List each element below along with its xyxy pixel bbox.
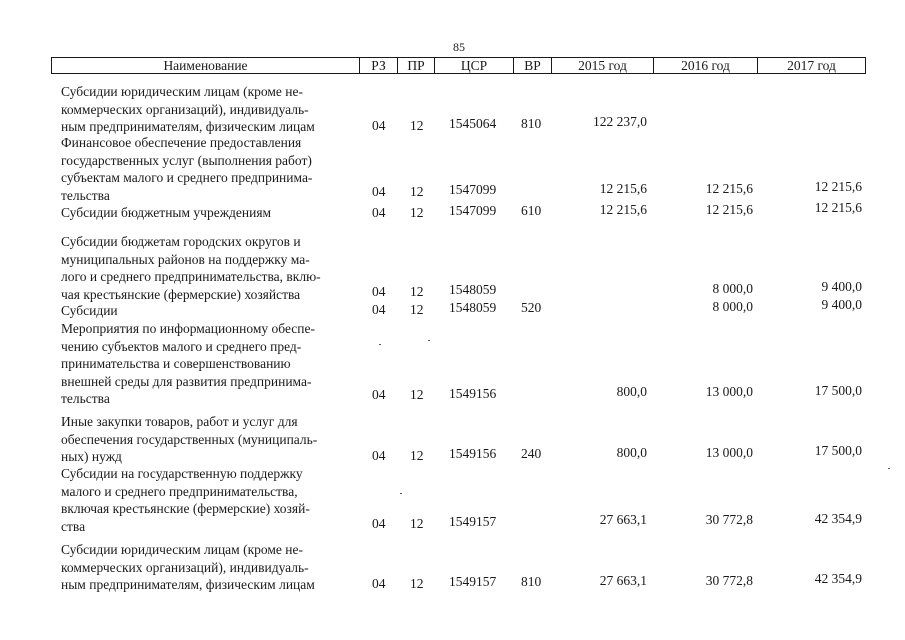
name-line: чая крестьянские (фермерские) хозяйства <box>61 286 301 302</box>
name-line: субъектам малого и среднего предпринима- <box>61 170 313 185</box>
header-rz: РЗ <box>371 58 386 73</box>
cell-2016: 13 000,0 <box>705 445 753 460</box>
cell-2017: 12 215,6 <box>814 179 862 194</box>
cell-vr: 610 <box>521 203 542 218</box>
cell-2015: 800,0 <box>616 445 647 460</box>
cell-rz: 04 <box>372 184 386 199</box>
name-line: малого и среднего предпринимательства, <box>61 483 298 499</box>
header-vr: ВР <box>524 58 541 73</box>
cell-vr: 810 <box>521 116 542 131</box>
cell-csr: 1545064 <box>449 116 497 131</box>
name-line: ства <box>61 518 86 534</box>
row-name <box>61 134 351 204</box>
cell-2016: 13 000,0 <box>705 384 753 399</box>
name-line: Мероприятия по информационному обеспе- <box>61 321 316 336</box>
cell-2017: 9 400,0 <box>821 297 862 312</box>
name-line: Субсидии юридическим лицам (кроме не- <box>61 84 303 99</box>
name-line: внешней среды для развития предпринима- <box>61 373 312 389</box>
cell-2016: 30 772,8 <box>705 573 753 588</box>
name-line: коммерческих организаций), индивидуаль- <box>61 101 309 117</box>
cell-csr: 1548059 <box>449 300 497 315</box>
name-line: включая крестьянские (фермерские) хозяй- <box>61 501 310 516</box>
cell-2017: 42 354,9 <box>814 511 862 526</box>
cell-2015: 800,0 <box>616 384 647 399</box>
cell-2017: 42 354,9 <box>814 571 862 586</box>
cell-rz: 04 <box>372 516 386 531</box>
name-line: обеспечения государственных (муниципаль- <box>61 431 318 447</box>
cell-pr: 12 <box>410 302 424 317</box>
cell-pr: 12 <box>410 387 424 402</box>
cell-rz: 04 <box>372 284 386 299</box>
name-line: Субсидии <box>61 303 118 318</box>
name-line: государственных услуг (выполнения работ) <box>61 152 312 168</box>
cell-pr: 12 <box>410 205 424 220</box>
name-line: чению субъектов малого и среднего пред- <box>61 338 302 354</box>
header-csr: ЦСР <box>460 58 488 73</box>
cell-vr: 520 <box>521 300 542 315</box>
name-line: ных) нужд <box>61 449 122 464</box>
name-line: коммерческих организаций), индивидуаль- <box>61 559 309 575</box>
cell-pr: 12 <box>410 284 424 299</box>
cell-csr: 1549156 <box>449 446 497 461</box>
cell-2015: 12 215,6 <box>599 181 647 196</box>
cell-csr: 1549157 <box>449 514 497 529</box>
row-name <box>61 465 351 535</box>
name-line: принимательства и совершенствованию <box>61 356 291 371</box>
cell-2016: 12 215,6 <box>705 202 753 217</box>
cell-csr: 1549157 <box>449 574 497 589</box>
cell-pr: 12 <box>410 184 424 199</box>
cell-rz: 04 <box>372 118 386 133</box>
header-name: Наименование <box>163 58 248 73</box>
name-line: тельства <box>61 187 110 203</box>
row-name <box>61 204 351 222</box>
name-line: Финансовое обеспечение предоставления <box>61 135 302 150</box>
row-name <box>61 413 351 466</box>
cell-csr: 1549156 <box>449 386 497 401</box>
cell-vr: 240 <box>521 446 542 461</box>
cell-2016: 8 000,0 <box>712 299 753 314</box>
cell-2016: 30 772,8 <box>705 512 753 527</box>
cell-2015: 27 663,1 <box>599 512 647 527</box>
header-2015: 2015 год <box>578 58 627 73</box>
col-divider <box>865 57 866 74</box>
scan-speck <box>428 340 430 341</box>
name-line: Субсидии бюджетам городских округов и <box>61 234 301 249</box>
name-line: ным предпринимателям, физическим лицам <box>61 119 315 134</box>
cell-2016: 8 000,0 <box>712 281 753 296</box>
cell-rz: 04 <box>372 302 386 317</box>
cell-2017: 17 500,0 <box>814 443 862 458</box>
row-name <box>61 83 351 136</box>
row-name <box>61 320 351 408</box>
row-name <box>61 233 351 303</box>
name-line: Субсидии бюджетным учреждениям <box>61 205 272 220</box>
cell-2015: 122 237,0 <box>593 114 647 129</box>
scan-speck <box>888 468 890 469</box>
cell-pr: 12 <box>410 448 424 463</box>
cell-pr: 12 <box>410 516 424 531</box>
name-line: лого и среднего предпринимательства, вклю- <box>61 269 321 284</box>
name-line: ным предпринимателям, физическим лицам <box>61 577 315 592</box>
cell-2017: 12 215,6 <box>814 200 862 215</box>
cell-pr: 12 <box>410 118 424 133</box>
name-line: муниципальных районов на поддержку ма- <box>61 251 310 267</box>
row-name <box>61 302 351 320</box>
name-line: Субсидии юридическим лицам (кроме не- <box>61 542 303 557</box>
cell-rz: 04 <box>372 387 386 402</box>
scan-speck <box>379 344 381 345</box>
cell-2017: 17 500,0 <box>814 383 862 398</box>
name-line: Иные закупки товаров, работ и услуг для <box>61 414 298 429</box>
cell-csr: 1547099 <box>449 182 497 197</box>
header-2016: 2016 год <box>681 58 730 73</box>
cell-2016: 12 215,6 <box>705 181 753 196</box>
cell-2015: 12 215,6 <box>599 202 647 217</box>
name-line: Субсидии на государственную поддержку <box>61 466 303 481</box>
cell-rz: 04 <box>372 576 386 591</box>
scan-speck <box>400 493 402 494</box>
header-pr: ПР <box>407 58 425 73</box>
cell-2017: 9 400,0 <box>821 279 862 294</box>
page-number: 85 <box>453 40 465 54</box>
cell-pr: 12 <box>410 576 424 591</box>
cell-rz: 04 <box>372 448 386 463</box>
row-name <box>61 541 351 594</box>
name-line: тельства <box>61 391 110 406</box>
cell-2015: 27 663,1 <box>599 573 647 588</box>
cell-csr: 1548059 <box>449 282 497 297</box>
cell-rz: 04 <box>372 205 386 220</box>
cell-csr: 1547099 <box>449 203 497 218</box>
cell-vr: 810 <box>521 574 542 589</box>
header-2017: 2017 год <box>787 58 836 73</box>
